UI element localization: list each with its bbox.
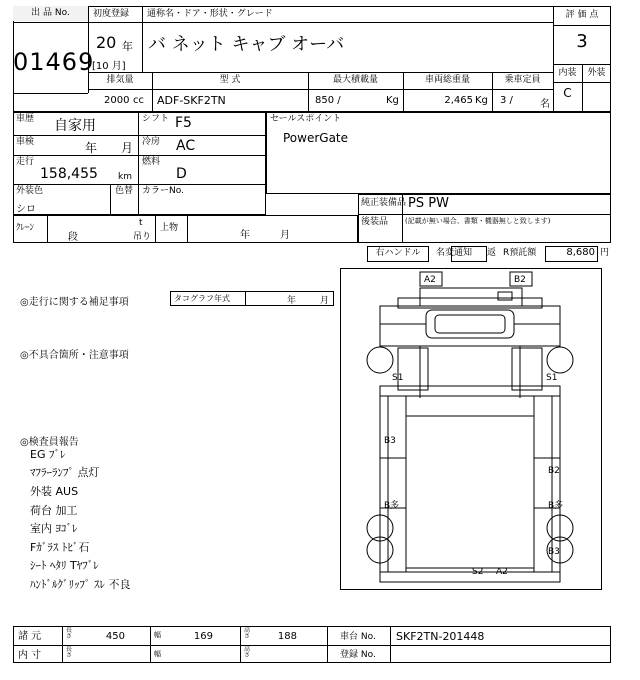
gvw-value: 2,465: [444, 95, 473, 106]
damage-mark: B3: [384, 436, 396, 446]
lift-label: 上物: [160, 223, 179, 233]
height-value: 188: [277, 631, 297, 642]
defects-title: ◎不具合箇所・注意事項: [20, 350, 129, 361]
steering-value: 右ハンドル: [375, 248, 421, 258]
aftermarket-note: (記載が無い場合、書類・機器無しと致します): [405, 217, 551, 225]
lot-label: 出 品 No.: [31, 8, 70, 18]
length-label: 長さ: [66, 627, 73, 640]
inspector-line: 荷台 加工: [30, 504, 78, 517]
inspection-month: 月: [121, 141, 134, 155]
damage-mark: S1: [546, 373, 558, 383]
inner-height-label: 高さ: [244, 646, 251, 659]
model-value: ADF-SKF2TN: [157, 94, 226, 107]
capacity-value: 3 /: [500, 95, 513, 106]
color-value: シロ: [16, 204, 36, 215]
inner-length-label: 長さ: [66, 646, 73, 659]
damage-mark: B多: [384, 501, 400, 511]
car-name: バ ネット キャブ オーバ: [148, 34, 345, 55]
capacity-label: 乗車定員: [504, 75, 541, 85]
inspector-line: 室内 ﾖｺﾞﾚ: [30, 522, 78, 535]
reg-month: [10 月]: [92, 61, 126, 72]
max-load-label: 最大積載量: [332, 75, 378, 85]
lot-number: 01469: [13, 48, 95, 76]
tachograph-year: 年: [287, 296, 297, 306]
interior-label: 内装: [558, 68, 577, 78]
crane-hook: 吊り: [133, 232, 152, 242]
recycle-fee-value: 8,680: [566, 247, 595, 258]
tachograph-label: タコグラフ年式: [174, 294, 230, 303]
damage-mark: B多: [548, 501, 564, 511]
length-value: 450: [105, 631, 125, 642]
displacement-label: 排気量: [106, 75, 134, 85]
reg-year-unit: 年: [122, 40, 133, 53]
lift-month: 月: [280, 230, 290, 241]
damage-mark: A2: [424, 275, 436, 285]
damage-mark: B3: [548, 547, 560, 557]
mileage-unit: km: [118, 172, 132, 182]
recycle-label: 返: [487, 248, 497, 258]
driving-notes-title: ◎走行に関する補足事項: [20, 297, 129, 308]
first-reg-label: 初度登録: [93, 9, 130, 19]
model-label: 型 式: [219, 75, 241, 85]
grade-label: 評 価 点: [565, 10, 599, 20]
chassis-label: 車台 No.: [340, 632, 376, 642]
crane-steps: 段: [68, 232, 78, 243]
inspector-title: ◎検査員報告: [20, 437, 79, 448]
shift-label: シフト: [142, 114, 170, 124]
inspection-year: 年: [85, 141, 98, 155]
displacement-unit: cc: [133, 95, 144, 106]
damage-mark: B2: [548, 466, 560, 476]
registration-label: 登録 No.: [340, 650, 376, 660]
gvw-unit: Kg: [475, 95, 488, 106]
damage-mark: B2: [514, 275, 526, 285]
inspector-line: Fｶﾞﾗｽ ﾄﾋﾞ石: [30, 541, 90, 554]
name-change-box: [451, 246, 487, 262]
history-label: 車歴: [16, 114, 35, 124]
name-change-label: 名変通知: [436, 248, 473, 258]
capacity-unit: 名: [540, 99, 550, 110]
history-value: 自家用: [54, 118, 96, 134]
grade-value: 3: [576, 31, 588, 52]
width-value: 169: [193, 631, 213, 642]
fuel-value: D: [176, 166, 187, 182]
tachograph-month: 月: [320, 296, 330, 306]
sales-point-value: PowerGate: [283, 131, 349, 145]
equipment-label: 純正装備品: [361, 198, 407, 208]
vehicle-info-block: [13, 112, 266, 215]
equipment-value: PS PW: [408, 196, 449, 211]
interior-grade: C: [563, 86, 572, 100]
color-code-label: カラーNo.: [142, 186, 184, 196]
height-label: 高さ: [244, 627, 251, 640]
recycle-fee-unit: 円: [600, 248, 610, 258]
damage-mark: A2: [496, 567, 508, 577]
lift-year: 年: [240, 230, 250, 241]
inspector-line: ﾊﾝﾄﾞﾙｸﾞﾘｯﾌﾟ ｽﾚ 不良: [30, 578, 131, 591]
width-label: 幅: [154, 631, 161, 639]
gvw-label: 車両総重量: [424, 75, 470, 85]
inspection-label: 車検: [16, 137, 35, 147]
car-name-label: 通称名・ドア・形状・グレード: [147, 9, 273, 19]
damage-mark: S1: [392, 373, 404, 383]
recycle-fee-label: R預託額: [503, 248, 537, 258]
inspector-line: ﾏﾌﾗｰﾗﾝﾌﾟ 点灯: [30, 466, 100, 479]
inspector-line: EG ﾌﾞﾚ: [30, 448, 66, 461]
crane-t: t: [139, 218, 143, 228]
specs-label: 諸 元: [18, 631, 42, 642]
max-load-unit: Kg: [386, 95, 399, 106]
mileage-label: 走行: [16, 157, 35, 167]
aftermarket-label: 後装品: [361, 217, 389, 227]
sales-point-label: セールスポイント: [270, 114, 342, 124]
inner-dims-label: 内 寸: [18, 650, 42, 661]
damage-mark: S2: [472, 567, 484, 577]
mileage-value: 158,455: [40, 166, 98, 182]
fuel-label: 燃料: [142, 157, 161, 167]
chassis-value: SKF2TN-201448: [396, 630, 485, 643]
inspector-line: ｼｰﾄ ﾍﾀﾘ Tﾔﾌﾞﾚ: [30, 559, 99, 572]
crane-label: ｸﾚｰﾝ: [16, 223, 35, 233]
max-load-value: 850 /: [315, 95, 341, 106]
shift-value: F5: [175, 115, 192, 131]
ac-label: 冷房: [142, 137, 161, 147]
inner-width-label: 幅: [154, 650, 161, 658]
vehicle-damage-diagram: [340, 268, 602, 590]
exterior-label: 外装: [587, 68, 606, 78]
ac-value: AC: [176, 138, 196, 154]
reg-year: 20: [96, 33, 117, 52]
color-change-label: 色替: [115, 186, 134, 196]
displacement-value: 2000: [104, 95, 130, 106]
inspector-line: 外装 AUS: [30, 485, 79, 498]
crane-row: [13, 215, 358, 243]
color-label: 外装色: [16, 186, 44, 196]
